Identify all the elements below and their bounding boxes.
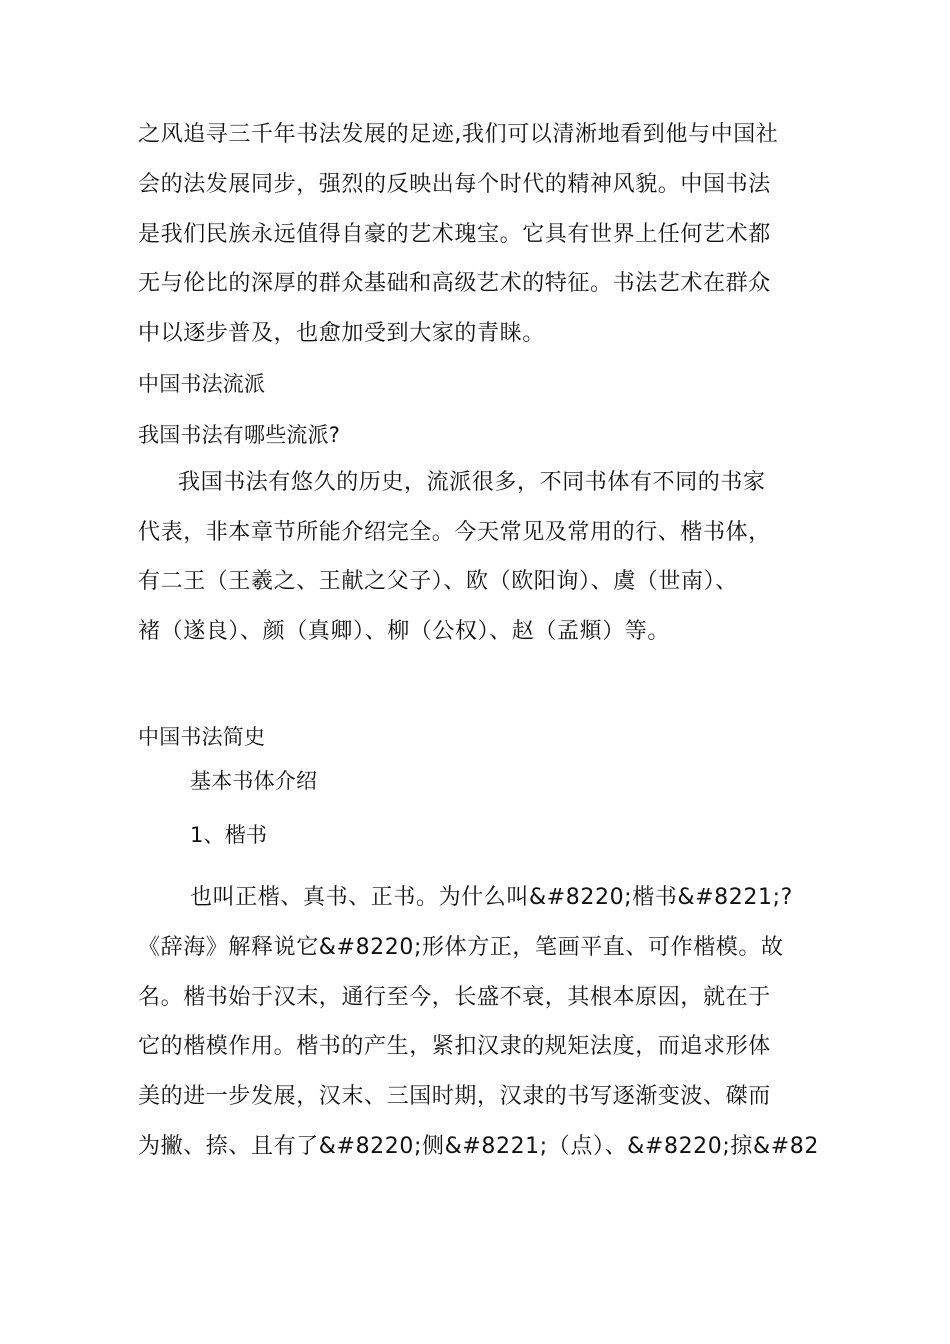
paragraph-1-line-3: 是我们民族永远值得自豪的艺术瑰宝。它具有世界上任何艺术都 <box>138 222 771 247</box>
paragraph-3-line-5: 美的进一步发展，汉末、三国时期，汉隶的书写逐渐变波、磔而 <box>138 1084 771 1109</box>
paragraph-1-line-2: 会的法发展同步，强烈的反映出每个时代的精神风貌。中国书法 <box>138 172 771 197</box>
paragraph-3-line-2: 《辞海》解释说它&#8220;形体方正，笔画平直、可作楷模。故 <box>138 935 784 960</box>
subheading-kaishu: 1、楷书 <box>190 823 268 847</box>
heading-schools: 中国书法流派 <box>138 372 266 396</box>
paragraph-3-line-1: 也叫正楷、真书、正书。为什么叫&#8220;楷书&#8221;? <box>190 885 793 910</box>
paragraph-1-line-4: 无与伦比的深厚的群众基础和高级艺术的特征。书法艺术在群众 <box>138 271 771 296</box>
paragraph-2-line-1: 我国书法有悠久的历史，流派很多，不同书体有不同的书家 <box>178 470 766 495</box>
paragraph-2-line-3: 有二王（王羲之、王献之父子）、欧（欧阳询）、虞（世南）、 <box>138 569 738 594</box>
heading-history: 中国书法简史 <box>138 725 266 749</box>
paragraph-3-line-3: 名。楷书始于汉末，通行至今，长盛不衰，其根本原因，就在于 <box>138 985 771 1010</box>
subheading-basic-scripts: 基本书体介绍 <box>190 769 318 793</box>
question-line: 我国书法有哪些流派? <box>138 423 341 447</box>
paragraph-2-line-4: 褚（遂良）、颜（真卿）、柳（公权）、赵（孟頫）等。 <box>138 619 671 644</box>
paragraph-1-line-5: 中以逐步普及，也愈加受到大家的青睐。 <box>138 321 545 346</box>
paragraph-1-line-1: 之风追寻三千年书法发展的足迹,我们可以清淅地看到他与中国社 <box>138 122 779 147</box>
paragraph-3-line-6: 为撇、捺、且有了&#8220;侧&#8221;（点）、&#8220;掠&#82 <box>138 1134 819 1159</box>
paragraph-3-line-4: 它的楷模作用。楷书的产生，紧扣汉隶的规矩法度，而追求形体 <box>138 1034 771 1059</box>
paragraph-2-line-2: 代表，非本章节所能介绍完全。今天常见及常用的行、楷书体， <box>138 520 771 545</box>
